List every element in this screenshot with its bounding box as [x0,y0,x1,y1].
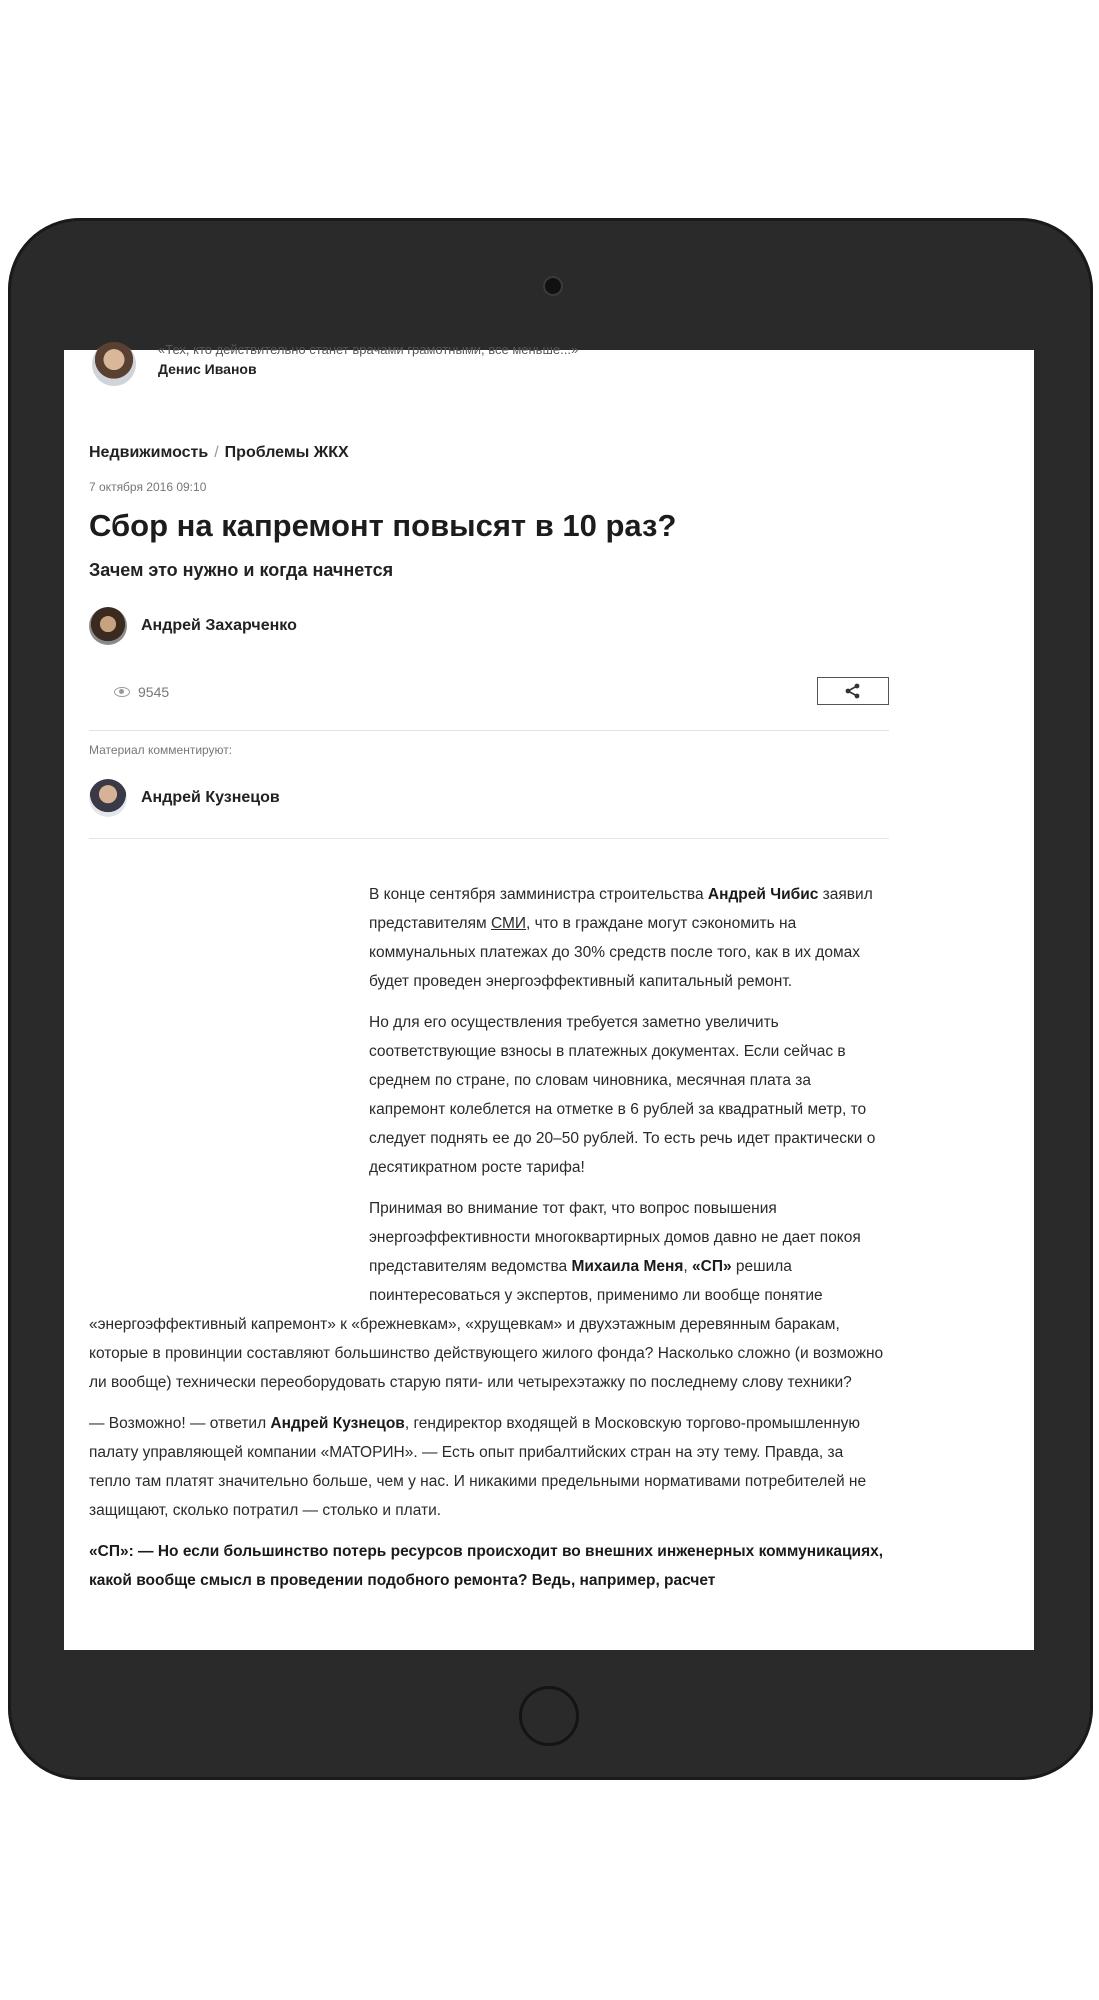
top-quote-block[interactable] [86,342,986,392]
paragraph: В конце сентября замминистра строительства Андрей Чибис заявил представителям СМИ, что в граждане могут сэкономить на коммунальных платежах до 30% средств после того, как в их домах будет проведен энергоэффективный капитальный ремонт. [369,886,873,990]
article-date: 7 октября 2016 09:10 [89,480,207,494]
avatar [92,342,136,386]
article-subtitle: Зачем это нужно и когда начнется [89,560,394,580]
views-count: 9545 [138,684,170,700]
breadcrumb-subsection-link[interactable]: Проблемы ЖКХ [224,444,349,461]
article-title: Сбор на капремонт повысят в 10 раз? [89,508,677,543]
commentator-block[interactable] [89,778,280,818]
quote-author[interactable]: Денис Иванов [158,361,257,377]
author-name[interactable]: Андрей Захарченко [141,617,297,634]
share-button[interactable] [817,677,889,705]
paragraph: «СП»: — Но если большинство потерь ресурсов происходит во внешних инженерных коммуникациях, какой вообще смысл в проведении подобного ремонта? Ведь, например, расчет [89,1543,884,1589]
person-name: Михаила Меня [571,1258,684,1275]
camera-icon [543,276,563,296]
article-body [89,880,889,1607]
float-spacer [89,880,369,1285]
person-name: Андрей Чибис [707,886,819,903]
quote-text: «Тех, кто действительно станет врачами грамотными, все меньше...» [158,342,579,357]
divider [89,730,889,731]
eye-icon [114,687,130,697]
breadcrumb-section-link[interactable]: Недвижимость [89,444,209,461]
author-avatar [89,607,127,645]
commentator-avatar [89,779,127,817]
commentators-label: Материал комментируют: [89,743,233,757]
breadcrumb [89,444,349,462]
person-name: Андрей Кузнецов [270,1415,405,1432]
paragraph: Принимая во внимание тот факт, что вопрос повышения энергоэффективности многоквартирных домов давно не дает покоя представителям ведомства Михаила Меня, «СП» решила поинтересоваться у экспертов, применимо ли вообще понятие «энергоэффективный капремонт» к «брежневкам», «хрущевкам» и двухэтажным деревянным баракам, которые в провинции составляют большинство действующего жилого фонда? Насколько сложно (и возможно ли вообще) технически переоборудовать старую пяти- или четырехэтажку по последнему слову техники? [89,1200,884,1391]
sp-label: «СП» [692,1258,732,1275]
screen [64,342,1034,1650]
smi-link[interactable]: СМИ [490,915,527,932]
breadcrumb-separator: / [214,444,219,461]
author-block[interactable] [89,606,297,646]
paragraph: Но для его осуществления требуется заметно увеличить соответствующие взносы в платежных документах. Если сейчас в среднем по стране, по словам чиновника, месячная плата за капремонт колеблется на отметке в 6 рублей за квадратный метр, то следует поднять ее до 20–50 рублей. То есть речь идет практически о десятикратном росте тарифа! [369,1014,876,1176]
commentator-name[interactable]: Андрей Кузнецов [141,789,280,806]
views-counter [114,684,169,700]
divider [89,838,889,839]
paragraph: — Возможно! — ответил Андрей Кузнецов, гендиректор входящей в Московскую торгово-промышленную палату управляющей компании «МАТОРИН». — Есть опыт прибалтийских стран на эту тему. Правда, за тепло там платят значительно больше, чем у нас. И никакими предельными нормативами потребителей не защищают, сколько потратил — столько и плати. [89,1415,867,1519]
share-icon [844,683,862,699]
home-button[interactable] [519,1686,579,1746]
